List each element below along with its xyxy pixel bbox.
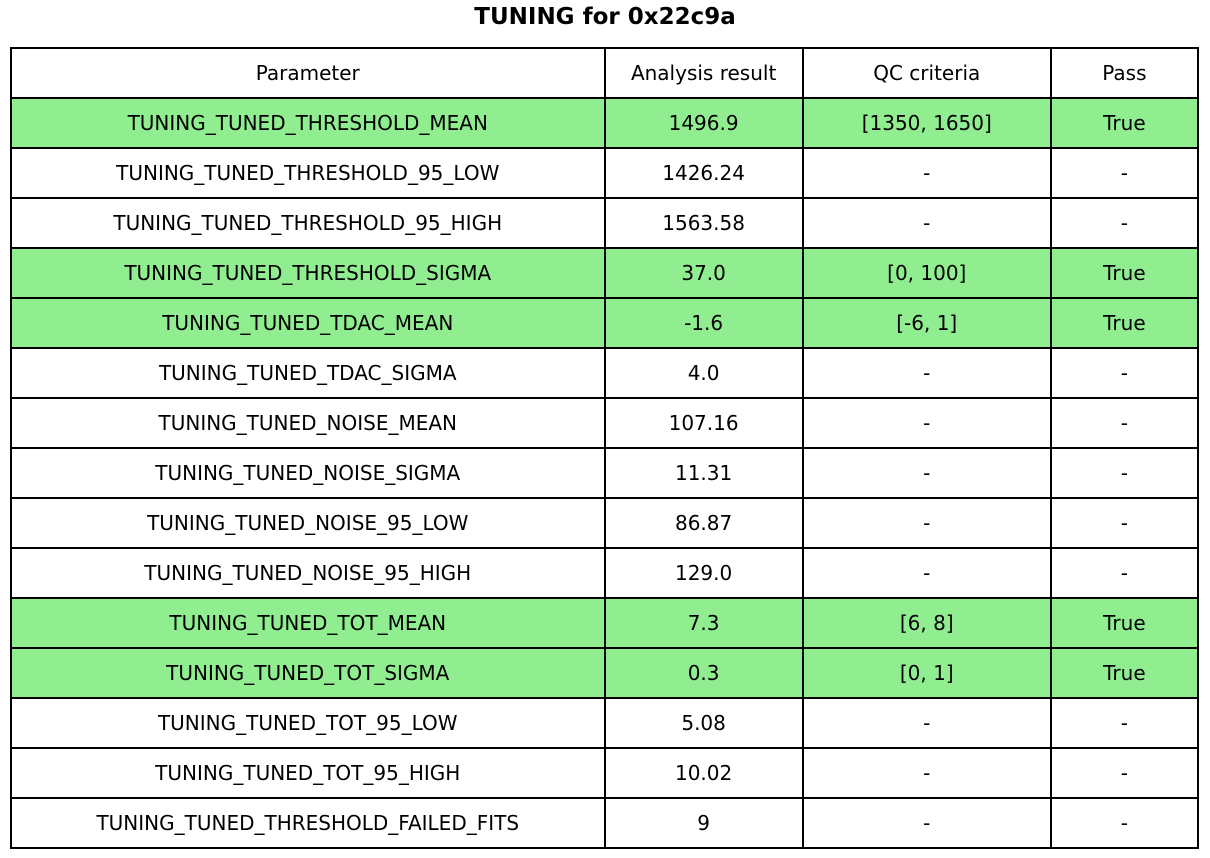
page-title: TUNING for 0x22c9a [474, 4, 736, 30]
parameter-cell: TUNING_TUNED_NOISE_MEAN [11, 398, 605, 448]
pass-cell: - [1051, 798, 1198, 848]
analysis-result-cell: 11.31 [605, 448, 803, 498]
col-header-analysis-result: Analysis result [605, 48, 803, 98]
pass-cell: True [1051, 248, 1198, 298]
qc-criteria-cell: - [803, 148, 1051, 198]
analysis-result-cell: 37.0 [605, 248, 803, 298]
qc-criteria-cell: - [803, 698, 1051, 748]
qc-criteria-cell: [-6, 1] [803, 298, 1051, 348]
qc-criteria-cell: [6, 8] [803, 598, 1051, 648]
tuning-qc-table [10, 47, 1199, 849]
table-row [11, 198, 1198, 248]
pass-cell: True [1051, 298, 1198, 348]
qc-criteria-cell: - [803, 748, 1051, 798]
pass-cell: - [1051, 748, 1198, 798]
table-body [11, 98, 1198, 848]
qc-criteria-cell: - [803, 448, 1051, 498]
parameter-cell: TUNING_TUNED_TDAC_SIGMA [11, 348, 605, 398]
table-row [11, 698, 1198, 748]
analysis-result-cell: 7.3 [605, 598, 803, 648]
pass-cell: - [1051, 348, 1198, 398]
qc-criteria-cell: [1350, 1650] [803, 98, 1051, 148]
analysis-result-cell: 107.16 [605, 398, 803, 448]
qc-criteria-cell: - [803, 398, 1051, 448]
parameter-cell: TUNING_TUNED_NOISE_SIGMA [11, 448, 605, 498]
parameter-cell: TUNING_TUNED_NOISE_95_HIGH [11, 548, 605, 598]
table-row [11, 448, 1198, 498]
qc-criteria-cell: - [803, 498, 1051, 548]
pass-cell: - [1051, 498, 1198, 548]
parameter-cell: TUNING_TUNED_NOISE_95_LOW [11, 498, 605, 548]
table-row [11, 348, 1198, 398]
parameter-cell: TUNING_TUNED_THRESHOLD_MEAN [11, 98, 605, 148]
table-row [11, 798, 1198, 848]
pass-cell: - [1051, 398, 1198, 448]
analysis-result-cell: -1.6 [605, 298, 803, 348]
pass-cell: - [1051, 198, 1198, 248]
col-header-qc-criteria: QC criteria [803, 48, 1051, 98]
qc-criteria-cell: - [803, 548, 1051, 598]
parameter-cell: TUNING_TUNED_THRESHOLD_SIGMA [11, 248, 605, 298]
analysis-result-cell: 0.3 [605, 648, 803, 698]
col-header-parameter: Parameter [11, 48, 605, 98]
parameter-cell: TUNING_TUNED_THRESHOLD_95_LOW [11, 148, 605, 198]
parameter-cell: TUNING_TUNED_TOT_SIGMA [11, 648, 605, 698]
analysis-result-cell: 129.0 [605, 548, 803, 598]
analysis-result-cell: 1496.9 [605, 98, 803, 148]
parameter-cell: TUNING_TUNED_TOT_95_LOW [11, 698, 605, 748]
analysis-result-cell: 10.02 [605, 748, 803, 798]
qc-criteria-cell: - [803, 798, 1051, 848]
analysis-result-cell: 4.0 [605, 348, 803, 398]
header-row [11, 48, 1198, 98]
col-header-pass: Pass [1051, 48, 1198, 98]
pass-cell: True [1051, 598, 1198, 648]
parameter-cell: TUNING_TUNED_TDAC_MEAN [11, 298, 605, 348]
table-row [11, 598, 1198, 648]
analysis-result-cell: 1426.24 [605, 148, 803, 198]
table-row [11, 98, 1198, 148]
pass-cell: - [1051, 448, 1198, 498]
table-row [11, 398, 1198, 448]
parameter-cell: TUNING_TUNED_THRESHOLD_FAILED_FITS [11, 798, 605, 848]
table-row [11, 548, 1198, 598]
pass-cell: - [1051, 698, 1198, 748]
parameter-cell: TUNING_TUNED_THRESHOLD_95_HIGH [11, 198, 605, 248]
analysis-result-cell: 1563.58 [605, 198, 803, 248]
table-row [11, 748, 1198, 798]
analysis-result-cell: 5.08 [605, 698, 803, 748]
table-row [11, 248, 1198, 298]
analysis-result-cell: 86.87 [605, 498, 803, 548]
table-row [11, 648, 1198, 698]
qc-criteria-cell: - [803, 198, 1051, 248]
qc-criteria-cell: - [803, 348, 1051, 398]
table-row [11, 298, 1198, 348]
parameter-cell: TUNING_TUNED_TOT_95_HIGH [11, 748, 605, 798]
pass-cell: - [1051, 548, 1198, 598]
table-row [11, 148, 1198, 198]
qc-criteria-cell: [0, 100] [803, 248, 1051, 298]
qc-criteria-cell: [0, 1] [803, 648, 1051, 698]
table-row [11, 498, 1198, 548]
pass-cell: - [1051, 148, 1198, 198]
pass-cell: True [1051, 648, 1198, 698]
analysis-result-cell: 9 [605, 798, 803, 848]
parameter-cell: TUNING_TUNED_TOT_MEAN [11, 598, 605, 648]
pass-cell: True [1051, 98, 1198, 148]
